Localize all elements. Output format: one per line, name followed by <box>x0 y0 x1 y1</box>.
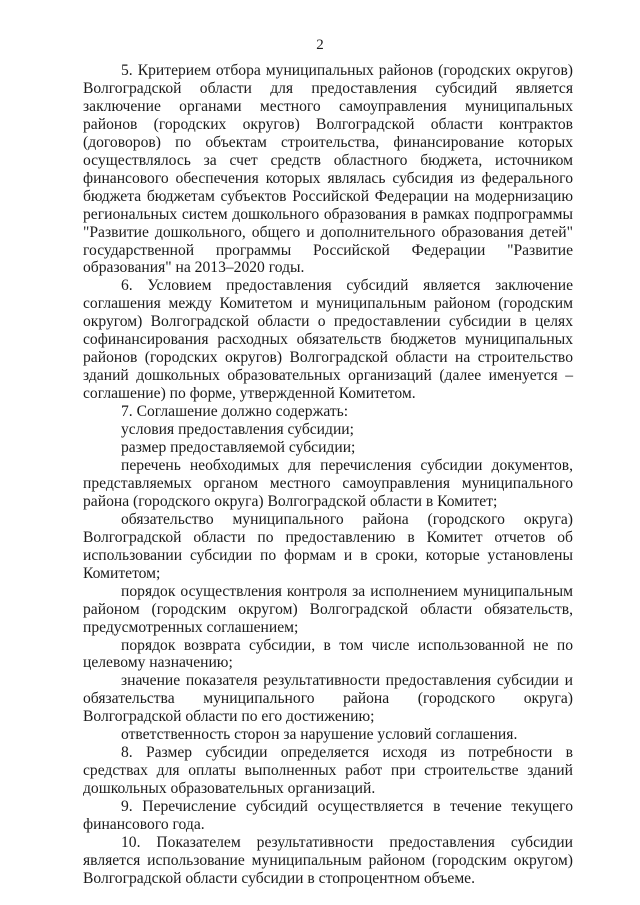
list-item-return: порядок возврата субсидии, в том числе использованной не по целевому назначению; <box>83 636 573 672</box>
document-body <box>83 62 573 888</box>
list-item-conditions: условия предоставления субсидии; <box>121 421 354 439</box>
list-item-reporting: обязательство муниципального района (городского округа) Волгоградской области по предоставлению в Комитет отчетов об использовании субсидии по формам и в сроки, которые установлены Комитетом; <box>83 510 573 582</box>
paragraph-7: 7. Соглашение должно содержать: <box>121 403 349 421</box>
list-item-subsidy-size: размер предоставляемой субсидии; <box>121 439 356 457</box>
paragraph-5: 5. Критерием отбора муниципальных районов (городских округов) Волгоградской области для предоставления субсидий является заключение органами местного самоуправления муниципальных районов (городских округов) Волгоградской области контрактов (договоров) по объектам строительства, финансирование которых осуществлялось за счет средств областного бюджета, источником финансового обеспечения которых являлась субсидия из федерального бюджета бюджетам субъектов Российской Федерации на модернизацию региональных систем дошкольного образования в рамках подпрограммы "Развитие дошкольного, общего и дополнительного образования детей" государственной программы Российской Федерации "Развитие образования" на 2013–2020 годы. <box>83 62 573 277</box>
paragraph-6: 6. Условием предоставления субсидий является заключение соглашения между Комитетом и муниципальным районом (городским округом) Волгоградской области о предоставлении субсидии в целях софинансирования расходных обязательств бюджетов муниципальных районов (городских округов) Волгоградской области на строительство зданий дошкольных образовательных организаций (далее именуется – соглашение) по форме, утвержденной Комитетом. <box>83 277 573 403</box>
paragraph-10: 10. Показателем результативности предоставления субсидии является использование муниципальным районом (городским округом) Волгоградской области субсидии в стопроцентном объеме. <box>83 833 573 887</box>
list-item-control: порядок осуществления контроля за исполнением муниципальным районом (городским округом) Волгоградской области обязательств, предусмотренных соглашением; <box>83 582 573 636</box>
paragraph-9: 9. Перечисление субсидий осуществляется в течение текущего финансового года. <box>83 798 573 834</box>
page-number: 2 <box>316 37 324 53</box>
list-item-performance: значение показателя результативности предоставления субсидии и обязательства муниципального района (городского округа) Волгоградской области по его достижению; <box>83 672 573 726</box>
list-item-responsibility: ответственность сторон за нарушение условий соглашения. <box>121 726 518 744</box>
list-item-documents: перечень необходимых для перечисления субсидии документов, представляемых органом местного самоуправления муниципального района (городского округа) Волгоградской области в Комитет; <box>83 456 573 510</box>
paragraph-8: 8. Размер субсидии определяется исходя из потребности в средствах для оплаты выполненных работ при строительстве зданий дошкольных образовательных организаций. <box>83 744 573 798</box>
